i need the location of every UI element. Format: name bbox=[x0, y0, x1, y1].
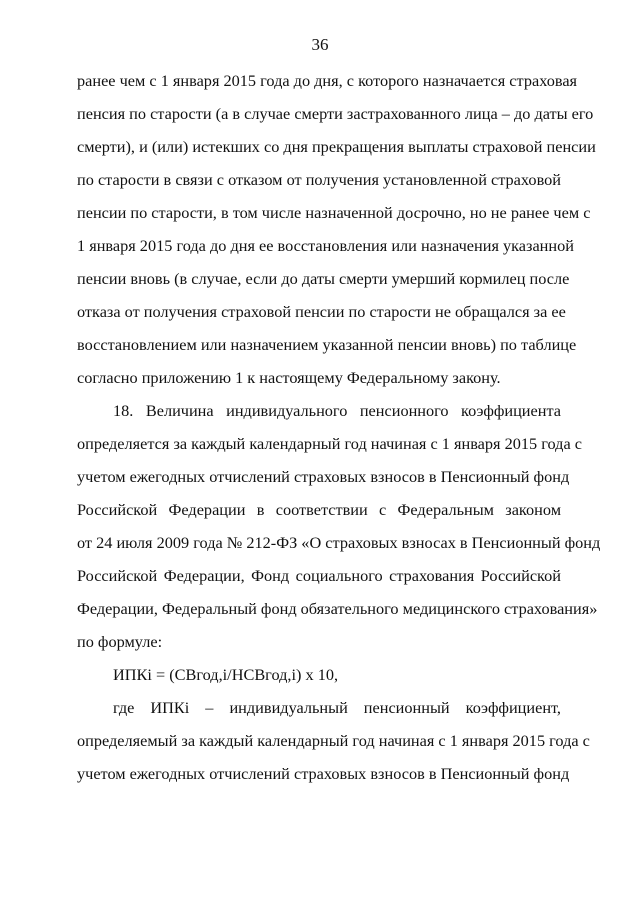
text-line: ранее чем с 1 января 2015 года до дня, с которого назначается страховая bbox=[77, 71, 578, 90]
text-line: по формуле: bbox=[77, 632, 163, 651]
paragraph-18-first-line: 18. Величина индивидуального пенсионного коэффициента bbox=[113, 401, 561, 420]
text-line: согласно приложению 1 к настоящему Федеральному закону. bbox=[77, 368, 501, 387]
text-line: Российской Федерации в соответствии с Федеральным законом bbox=[77, 500, 561, 519]
formula-definition-first-line: где ИПКi – индивидуальный пенсионный коэффициент, bbox=[113, 698, 561, 717]
formula: ИПКi = (СВгод,i/НСВгод,i) х 10, bbox=[113, 665, 339, 684]
page-number: 36 bbox=[311, 35, 329, 54]
text-line: учетом ежегодных отчислений страховых взносов в Пенсионный фонд bbox=[77, 764, 570, 783]
text-line: Федерации, Федеральный фонд обязательного медицинского страхования» bbox=[77, 599, 598, 618]
text-line: пенсии по старости, в том числе назначенной досрочно, но не ранее чем с bbox=[77, 203, 591, 222]
text-line: от 24 июля 2009 года № 212-ФЗ «О страховых взносах в Пенсионный фонд bbox=[77, 533, 601, 552]
text-line: 1 января 2015 года до дня ее восстановления или назначения указанной bbox=[77, 236, 574, 255]
text-line: по старости в связи с отказом от получения установленной страховой bbox=[77, 170, 561, 189]
text-line: определяемый за каждый календарный год начиная с 1 января 2015 года с bbox=[77, 731, 590, 750]
text-line: смерти), и (или) истекших со дня прекращения выплаты страховой пенсии bbox=[77, 137, 596, 156]
text-line: восстановлением или назначением указанной пенсии вновь) по таблице bbox=[77, 335, 577, 354]
text-line: Российской Федерации, Фонд социального страхования Российской bbox=[77, 566, 561, 585]
text-line: учетом ежегодных отчислений страховых взносов в Пенсионный фонд bbox=[77, 467, 570, 486]
text-line: определяется за каждый календарный год начиная с 1 января 2015 года с bbox=[77, 434, 582, 453]
text-line: пенсии вновь (в случае, если до даты смерти умерший кормилец после bbox=[77, 269, 570, 288]
text-line: отказа от получения страховой пенсии по старости не обращался за ее bbox=[77, 302, 566, 321]
text-line: пенсия по старости (а в случае смерти застрахованного лица – до даты его bbox=[77, 104, 594, 123]
